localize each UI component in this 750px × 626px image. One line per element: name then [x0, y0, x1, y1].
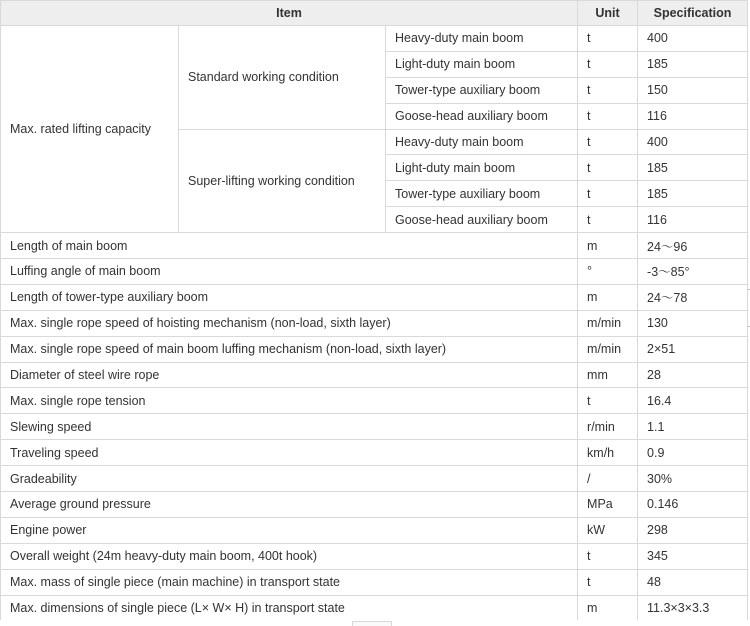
item-cell: Traveling speed: [1, 440, 578, 466]
item-cell: Luffing angle of main boom: [1, 259, 578, 285]
item-cell: Overall weight (24m heavy-duty main boom, 400t hook): [1, 543, 578, 569]
unit-cell: t: [578, 77, 638, 103]
unit-cell: m/min: [578, 336, 638, 362]
unit-cell: t: [578, 51, 638, 77]
spec-cell: 28: [638, 362, 748, 388]
unit-cell: t: [578, 181, 638, 207]
spec-cell: 130: [638, 310, 748, 336]
table-row: [1, 26, 748, 52]
item-cell: Max. single rope speed of hoisting mechanism (non-load, sixth layer): [1, 310, 578, 336]
unit-cell: t: [578, 103, 638, 129]
capacity-label: Max. rated lifting capacity: [1, 26, 179, 233]
spec-cell: 1.1: [638, 414, 748, 440]
spec-cell: 345: [638, 543, 748, 569]
spec-cell: 150: [638, 77, 748, 103]
spec-cell: 24～96: [638, 233, 748, 259]
table-row: [1, 259, 748, 285]
item-cell: Engine power: [1, 517, 578, 543]
unit-cell: t: [578, 569, 638, 595]
condition-label: Standard working condition: [179, 26, 386, 130]
spec-cell: 48: [638, 569, 748, 595]
scroll-indicator[interactable]: [352, 621, 392, 626]
spec-cell: 185: [638, 181, 748, 207]
unit-cell: °: [578, 259, 638, 285]
unit-cell: t: [578, 26, 638, 52]
table-row: [1, 414, 748, 440]
spec-cell: 30%: [638, 466, 748, 492]
boom-type: Light-duty main boom: [386, 155, 578, 181]
unit-cell: t: [578, 543, 638, 569]
item-cell: Gradeability: [1, 466, 578, 492]
boom-type: Goose-head auxiliary boom: [386, 207, 578, 233]
header-row: [1, 1, 748, 26]
unit-cell: t: [578, 129, 638, 155]
spec-cell: 0.146: [638, 492, 748, 518]
boom-type: Heavy-duty main boom: [386, 129, 578, 155]
boom-type: Light-duty main boom: [386, 51, 578, 77]
table-row: [1, 310, 748, 336]
item-cell: Average ground pressure: [1, 492, 578, 518]
unit-cell: m: [578, 233, 638, 259]
boom-type: Heavy-duty main boom: [386, 26, 578, 52]
unit-cell: kW: [578, 517, 638, 543]
spec-cell: 2×51: [638, 336, 748, 362]
boom-type: Tower-type auxiliary boom: [386, 181, 578, 207]
unit-cell: t: [578, 388, 638, 414]
condition-label: Super-lifting working condition: [179, 129, 386, 233]
unit-cell: km/h: [578, 440, 638, 466]
spec-cell: 185: [638, 51, 748, 77]
table-row: [1, 517, 748, 543]
unit-cell: mm: [578, 362, 638, 388]
header-item: Item: [1, 1, 578, 26]
unit-cell: MPa: [578, 492, 638, 518]
item-cell: Max. dimensions of single piece (L× W× H) in transport state: [1, 595, 578, 621]
table-row: [1, 362, 748, 388]
spec-cell: 0.9: [638, 440, 748, 466]
item-cell: Length of tower-type auxiliary boom: [1, 284, 578, 310]
item-cell: Slewing speed: [1, 414, 578, 440]
spec-cell: 400: [638, 26, 748, 52]
unit-cell: r/min: [578, 414, 638, 440]
item-cell: Length of main boom: [1, 233, 578, 259]
boom-type: Tower-type auxiliary boom: [386, 77, 578, 103]
unit-cell: t: [578, 207, 638, 233]
unit-cell: /: [578, 466, 638, 492]
table-row: [1, 336, 748, 362]
spec-cell: 11.3×3×3.3: [638, 595, 748, 621]
spec-cell: 16.4: [638, 388, 748, 414]
spec-cell: 298: [638, 517, 748, 543]
unit-cell: m/min: [578, 310, 638, 336]
table-row: [1, 284, 748, 310]
spec-cell: -3～85°: [638, 259, 748, 285]
spec-cell: 116: [638, 207, 748, 233]
table-row: [1, 492, 748, 518]
table-row: [1, 388, 748, 414]
item-cell: Max. single rope speed of main boom luffing mechanism (non-load, sixth layer): [1, 336, 578, 362]
table-row: [1, 440, 748, 466]
table-row: [1, 569, 748, 595]
spec-cell: 185: [638, 155, 748, 181]
table-row: [1, 543, 748, 569]
table-row: [1, 233, 748, 259]
header-specification: Specification: [638, 1, 748, 26]
unit-cell: m: [578, 595, 638, 621]
boom-type: Goose-head auxiliary boom: [386, 103, 578, 129]
spec-cell: 400: [638, 129, 748, 155]
table-row: [1, 466, 748, 492]
table-row: [1, 595, 748, 621]
unit-cell: t: [578, 155, 638, 181]
item-cell: Max. single rope tension: [1, 388, 578, 414]
spec-cell: 116: [638, 103, 748, 129]
spec-cell: 24～78: [638, 284, 748, 310]
header-unit: Unit: [578, 1, 638, 26]
item-cell: Max. mass of single piece (main machine) in transport state: [1, 569, 578, 595]
item-cell: Diameter of steel wire rope: [1, 362, 578, 388]
unit-cell: m: [578, 284, 638, 310]
